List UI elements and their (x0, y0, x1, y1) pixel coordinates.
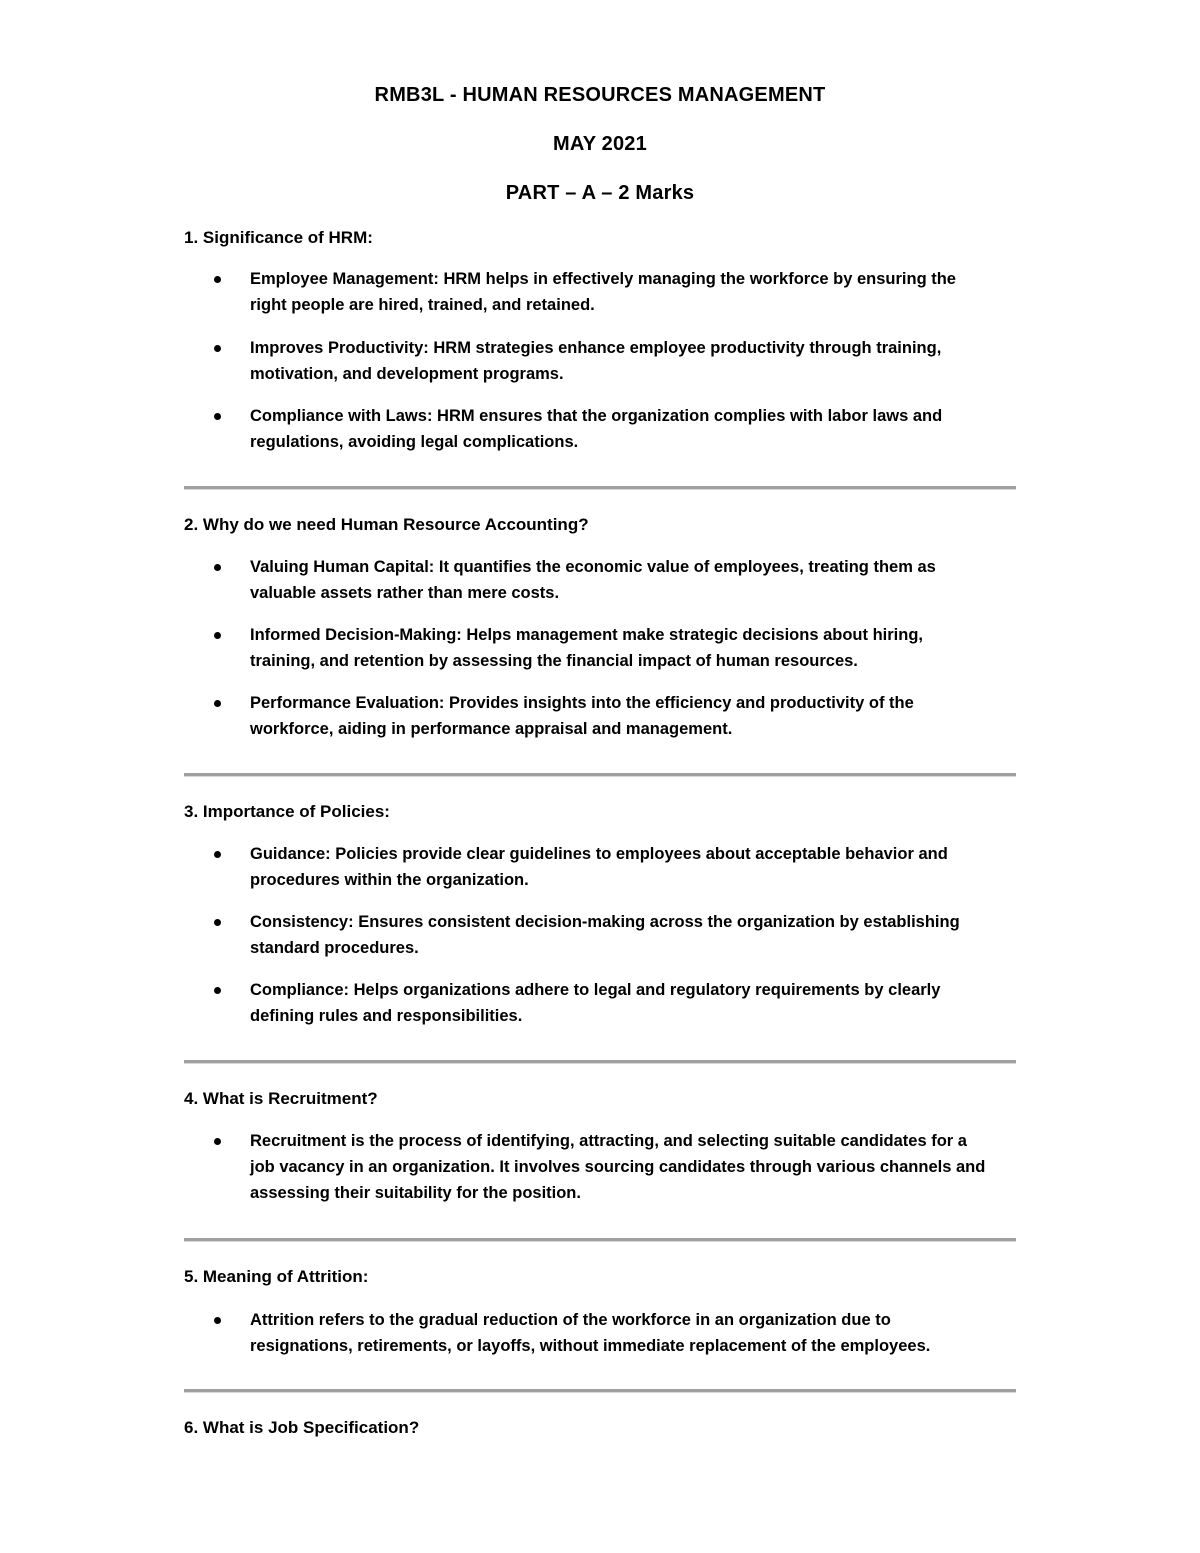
question-1: 1. Significance of HRM: (184, 228, 373, 247)
bullet-icon (214, 851, 221, 858)
question-6: 6. What is Job Specification? (184, 1418, 420, 1437)
bullet-text: Recruitment is the process of identifying, attracting, and selecting suitable candidates for a job vacancy in an organization. It involves sourcing candidates through various channels and assessing their suitability for the position. (250, 1132, 986, 1202)
list-item (214, 690, 1014, 742)
question-5: 5. Meaning of Attrition: (184, 1267, 369, 1286)
question-2: 2. Why do we need Human Resource Accounting? (184, 515, 589, 534)
bullet-text: Consistency: Ensures consistent decision-making across the organization by establishing standard procedures. (250, 913, 960, 957)
bullet-icon (214, 919, 221, 926)
section-divider (184, 486, 1016, 490)
question-4: 4. What is Recruitment? (184, 1089, 378, 1108)
bullet-icon (214, 700, 221, 707)
section-divider (184, 1060, 1016, 1064)
question-3: 3. Importance of Policies: (184, 802, 390, 821)
list-item (214, 622, 1014, 674)
bullet-icon (214, 564, 221, 571)
section-divider (184, 1389, 1016, 1393)
bullet-icon (214, 413, 221, 420)
session-title: MAY 2021 (553, 133, 647, 155)
section-divider (184, 773, 1016, 777)
bullet-text: Attrition refers to the gradual reduction of the workforce in an organization due to resignations, retirements, or layoffs, without immediate replacement of the employees. (250, 1311, 931, 1355)
bullet-icon (214, 276, 221, 283)
bullet-text: Informed Decision-Making: Helps management make strategic decisions about hiring, training, and retention by assessing the financial impact of human resources. (250, 626, 923, 670)
bullet-icon (214, 345, 221, 352)
bullet-text: Employee Management: HRM helps in effectively managing the workforce by ensuring the right people are hired, trained, and retained. (250, 270, 956, 314)
part-title: PART – A – 2 Marks (505, 182, 695, 204)
bullet-icon (214, 987, 221, 994)
bullet-icon (214, 1138, 221, 1145)
course-title: RMB3L - HUMAN RESOURCES MANAGEMENT (374, 84, 826, 106)
list-item (214, 554, 1014, 606)
list-item (214, 335, 1014, 387)
list-item (214, 403, 1014, 455)
bullet-text: Guidance: Policies provide clear guidelines to employees about acceptable behavior and procedures within the organization. (250, 845, 948, 889)
list-item (214, 841, 1014, 893)
bullet-icon (214, 1317, 221, 1324)
bullet-text: Valuing Human Capital: It quantifies the economic value of employees, treating them as valuable assets rather than mere costs. (250, 558, 936, 602)
bullet-text: Performance Evaluation: Provides insights into the efficiency and productivity of the workforce, aiding in performance appraisal and management. (250, 694, 914, 738)
list-item (214, 977, 1014, 1029)
list-item (214, 909, 1014, 961)
bullet-text: Compliance with Laws: HRM ensures that the organization complies with labor laws and regulations, avoiding legal complications. (250, 407, 943, 451)
list-item (214, 1307, 1014, 1359)
list-item (214, 266, 1014, 318)
bullet-icon (214, 632, 221, 639)
section-divider (184, 1238, 1016, 1242)
bullet-text: Improves Productivity: HRM strategies enhance employee productivity through training, motivation, and development programs. (250, 339, 942, 383)
list-item (214, 1128, 1014, 1206)
bullet-text: Compliance: Helps organizations adhere to legal and regulatory requirements by clearly defining rules and responsibilities. (250, 981, 941, 1025)
